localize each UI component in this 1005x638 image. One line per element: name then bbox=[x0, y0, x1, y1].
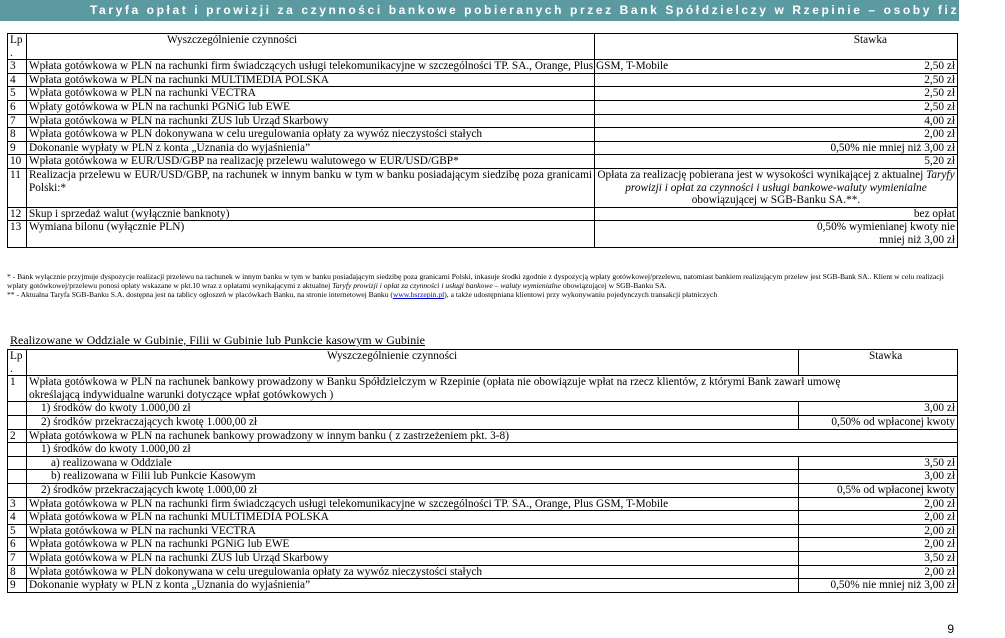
row-lp: 7 bbox=[8, 114, 27, 128]
row-fee: 0,50% wymienianej kwoty nie mniej niż 3,00 zł bbox=[595, 221, 958, 247]
table-row bbox=[8, 168, 958, 207]
row-description: Wpłata gotówkowa w PLN na rachunki MULTIMEDIA POLSKA bbox=[27, 511, 799, 525]
row-lp: 4 bbox=[8, 73, 27, 87]
row-description: Dokonanie wypłaty w PLN z konta „Uznania do wyjaśnienia” bbox=[27, 579, 799, 593]
table-row bbox=[8, 87, 958, 101]
row-fee: Opłata za realizację pobierana jest w wysokości wynikającej z aktualnej Taryfy prowizji i opłat za czynności i usługi bankowe-waluty wymienialne obowiązującej w SGB-Banku SA.**. bbox=[595, 168, 958, 207]
header-lp: Lp . bbox=[8, 350, 27, 376]
row-fee: 2,00 zł bbox=[799, 538, 958, 552]
row-description: Wpłata gotówkowa w PLN na rachunki PGNiG lub EWE bbox=[27, 538, 799, 552]
table-row bbox=[8, 483, 958, 497]
row-lp: 5 bbox=[8, 524, 27, 538]
row-lp: 11 bbox=[8, 168, 27, 207]
row-lp: 8 bbox=[8, 565, 27, 579]
table-row bbox=[8, 524, 958, 538]
row-lp: 3 bbox=[8, 497, 27, 511]
header-fee: Stawka bbox=[595, 34, 958, 60]
row-fee: 3,00 zł bbox=[799, 470, 958, 484]
row-lp: 9 bbox=[8, 579, 27, 593]
row-fee: 0,50% nie mniej niż 3,00 zł bbox=[595, 141, 958, 155]
table-row bbox=[8, 376, 958, 402]
table-row bbox=[8, 565, 958, 579]
row-description: Wymiana bilonu (wyłącznie PLN) bbox=[27, 221, 595, 247]
row-fee: 4,00 zł bbox=[595, 114, 958, 128]
row-lp: 4 bbox=[8, 511, 27, 525]
table-row bbox=[8, 429, 958, 443]
row-lp: 5 bbox=[8, 87, 27, 101]
table-row bbox=[8, 141, 958, 155]
row-description: b) realizowana w Filii lub Punkcie Kasowym bbox=[27, 470, 799, 484]
page-number: 9 bbox=[947, 622, 954, 636]
row-lp: 6 bbox=[8, 100, 27, 114]
row-lp: 2 bbox=[8, 429, 27, 443]
row-description: Wpłata gotówkowa w PLN na rachunki VECTRA bbox=[27, 524, 799, 538]
row-description: Wpłata gotówkowa w PLN na rachunki ZUS lub Urząd Skarbowy bbox=[27, 114, 595, 128]
table-row bbox=[8, 456, 958, 470]
table-row bbox=[8, 415, 958, 429]
row-fee: 2,50 zł bbox=[595, 87, 958, 101]
bank-website-link[interactable]: www.bsrzepin.pl bbox=[392, 290, 445, 300]
row-fee: 2,00 zł bbox=[799, 497, 958, 511]
row-description: Wpłaty gotówkowa w PLN na rachunki PGNiG lub EWE bbox=[27, 100, 595, 114]
footnotes bbox=[7, 272, 953, 300]
row-fee: 0,50% nie mniej niż 3,00 zł bbox=[799, 579, 958, 593]
row-lp: 6 bbox=[8, 538, 27, 552]
row-fee: 3,50 zł bbox=[799, 456, 958, 470]
row-lp: 10 bbox=[8, 155, 27, 169]
table-row bbox=[8, 443, 958, 457]
row-fee: 2,00 zł bbox=[799, 511, 958, 525]
row-description: 1) środków do kwoty 1.000,00 zł bbox=[27, 443, 958, 457]
row-fee: 2,00 zł bbox=[799, 524, 958, 538]
row-description: Wpłata gotówkowa w PLN na rachunek bankowy prowadzony w Banku Spółdzielczym w Rzepinie (opłata nie obowiązuje wpłat na rzecz klientów, z którymi Bank zawarł umowę określającą indywidualne warunki dotyczące wpłat gotówkowych ) bbox=[27, 376, 958, 402]
table-row bbox=[8, 73, 958, 87]
row-fee: 2,50 zł bbox=[595, 73, 958, 87]
table-row bbox=[8, 128, 958, 142]
table-row bbox=[8, 497, 958, 511]
row-description: a) realizowana w Oddziale bbox=[27, 456, 799, 470]
table-row bbox=[8, 579, 958, 593]
row-description: Dokonanie wypłaty w PLN z konta „Uznania do wyjaśnienia” bbox=[27, 141, 595, 155]
row-description: Wpłata gotówkowa w EUR/USD/GBP na realizację przelewu walutowego w EUR/USD/GBP* bbox=[27, 155, 595, 169]
table-row bbox=[8, 207, 958, 221]
row-lp: 7 bbox=[8, 551, 27, 565]
section-title: Realizowane w Oddziale w Gubinie, Filii w Gubinie lub Punkcie kasowym w Gubinie bbox=[10, 333, 425, 347]
row-description: Wpłata gotówkowa w PLN dokonywana w celu uregulowania opłaty za wywóz nieczystości stałych bbox=[27, 128, 595, 142]
row-lp: 12 bbox=[8, 207, 27, 221]
footnote-1: * - Bank wyłącznie przyjmuje dyspozycje realizacji przelewu na rachunek w innym banku w tym w banku posiadającym siedzibę poza granicami Polski, inkasuje środki zgodnie z dyspozycją wpłaty gotówkowej/przelewu, natomiast bankiem realizującym przelew jest SGB-Bank SA.. Klient w celu realizacji wpłaty gotówkowej/przelewu ponosi opłaty wskazane w pkt.10 wraz z opłatami wynikającymi z aktualnej Taryfy prowizji i opłat za czynności i usługi bankowe – waluty wymienialne obowiązującej w SGB-Banku SA. bbox=[7, 272, 944, 291]
table-row bbox=[8, 221, 958, 247]
table-row bbox=[8, 114, 958, 128]
row-lp: 1 bbox=[8, 376, 27, 402]
row-fee: bez opłat bbox=[595, 207, 958, 221]
row-fee: 2,00 zł bbox=[799, 565, 958, 579]
row-lp: 8 bbox=[8, 128, 27, 142]
table-row bbox=[8, 60, 958, 74]
table-row bbox=[8, 511, 958, 525]
row-lp: 9 bbox=[8, 141, 27, 155]
header-description: Wyszczególnienie czynności bbox=[27, 350, 799, 376]
row-fee: 5,20 zł bbox=[595, 155, 958, 169]
row-description: Skup i sprzedaż walut (wyłącznie banknoty) bbox=[27, 207, 595, 221]
row-fee: 2,50 zł bbox=[595, 100, 958, 114]
row-description: 2) środków przekraczających kwotę 1.000,00 zł bbox=[27, 483, 799, 497]
row-fee: 2,50 zł bbox=[595, 60, 958, 74]
table-row bbox=[8, 470, 958, 484]
row-fee: 3,50 zł bbox=[799, 551, 958, 565]
header-fee: Stawka bbox=[799, 350, 958, 376]
table-row bbox=[8, 155, 958, 169]
table-row bbox=[8, 100, 958, 114]
row-description: Wpłata gotówkowa w PLN na rachunki VECTRA bbox=[27, 87, 595, 101]
header-lp: Lp . bbox=[8, 34, 27, 60]
table-header-row bbox=[8, 350, 958, 376]
row-lp: 13 bbox=[8, 221, 27, 247]
row-fee: 2,00 zł bbox=[595, 128, 958, 142]
row-fee: 0,50% od wpłaconej kwoty bbox=[799, 415, 958, 429]
row-description: Realizacja przelewu w EUR/USD/GBP, na rachunek w innym banku w tym w banku posiadającym siedzibę poza granicami Polski:* bbox=[27, 168, 595, 207]
footnote-2: ** - Aktualna Taryfa SGB-Banku S.A. dostępna jest na tablicy ogłoszeń w placówkach Banku, na stronie internetowej Banku (www.bsrzepin.pl), a także udostępniana klientowi przy wykonywaniu pojedynczych transakcji płatniczych bbox=[7, 290, 718, 300]
row-description: Wpłata gotówkowa w PLN na rachunki MULTIMEDIA POLSKA bbox=[27, 73, 595, 87]
document-banner: Taryfa opłat i prowizji za czynności bankowe pobieranych przez Bank Spółdzielczy w Rzepinie – osoby fizyczne bbox=[0, 0, 959, 21]
header-description: Wyszczególnienie czynności bbox=[27, 34, 595, 60]
row-description: Wpłata gotówkowa w PLN na rachunki firm świadczących usługi telekomunikacyjne w szczególności TP. SA., Orange, Plus GSM, T-Mobile bbox=[27, 60, 595, 74]
row-description: Wpłata gotówkowa w PLN na rachunek bankowy prowadzony w innym banku ( z zastrzeżeniem pkt. 3-8) bbox=[27, 429, 958, 443]
row-description: 2) środków przekraczających kwotę 1.000,00 zł bbox=[27, 415, 799, 429]
row-fee: 3,00 zł bbox=[799, 402, 958, 416]
row-description: Wpłata gotówkowa w PLN dokonywana w celu uregulowania opłaty za wywóz nieczystości stałych bbox=[27, 565, 799, 579]
row-fee: 0,5% od wpłaconej kwoty bbox=[799, 483, 958, 497]
row-lp: 3 bbox=[8, 60, 27, 74]
row-description: Wpłata gotówkowa w PLN na rachunki firm świadczących usługi telekomunikacyjne w szczególności TP. SA., Orange, Plus GSM, T-Mobile bbox=[27, 497, 799, 511]
table-row bbox=[8, 538, 958, 552]
table-row bbox=[8, 402, 958, 416]
table-row bbox=[8, 551, 958, 565]
row-description: 1) środków do kwoty 1.000,00 zł bbox=[27, 402, 799, 416]
row-description: Wpłata gotówkowa w PLN na rachunki ZUS lub Urząd Skarbowy bbox=[27, 551, 799, 565]
table-header-row bbox=[8, 34, 958, 60]
fees-table-gubin bbox=[7, 349, 958, 593]
fees-table-main bbox=[7, 33, 958, 248]
